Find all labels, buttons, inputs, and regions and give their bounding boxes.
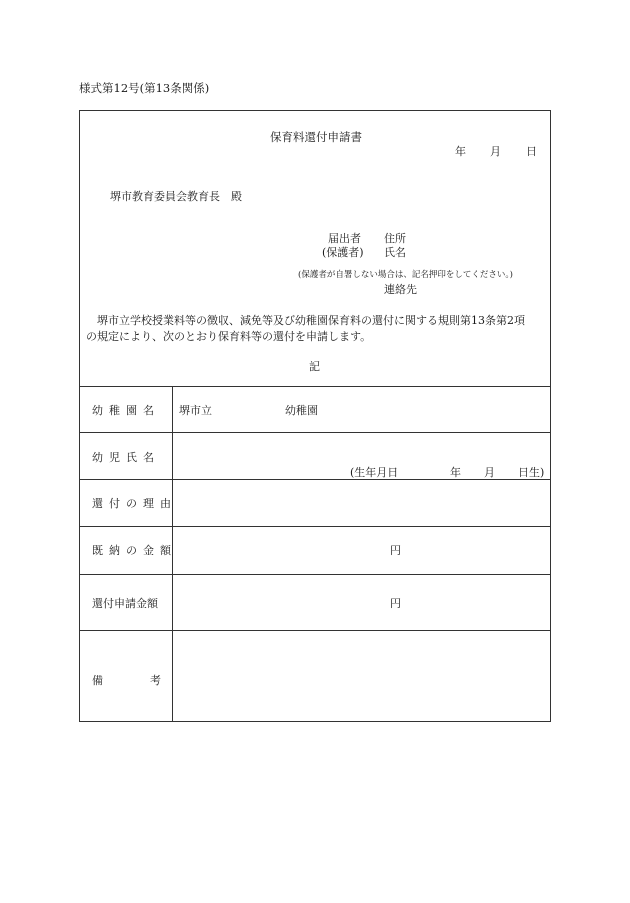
row-divider xyxy=(80,432,550,433)
contact-label: 連絡先 xyxy=(384,283,417,296)
refund-amount-label: 還付申請金額 xyxy=(92,597,158,610)
form-number: 様式第12号(第13条関係) xyxy=(79,81,210,95)
form-title: 保育料還付申請書 xyxy=(270,130,362,144)
paid-amount-unit: 円 xyxy=(390,544,401,557)
table-top-border xyxy=(80,386,550,387)
kindergarten-label: 幼稚園名 xyxy=(92,404,160,417)
addressee: 堺市教育委員会教育長 殿 xyxy=(110,190,242,203)
child-name-label: 幼児氏名 xyxy=(92,451,160,464)
remarks-label-1: 備 xyxy=(92,674,103,687)
birth-day: 日生) xyxy=(518,466,545,479)
row-divider xyxy=(80,526,550,527)
guardian-label: (保護者) xyxy=(322,246,364,259)
row-divider xyxy=(80,630,550,631)
refund-reason-label: 還付の理由 xyxy=(92,497,177,510)
ki-label: 記 xyxy=(309,360,320,373)
remarks-label-2: 考 xyxy=(150,674,161,687)
address-label: 住所 xyxy=(384,232,406,245)
date-year: 年 xyxy=(455,145,466,158)
row-divider xyxy=(80,479,550,480)
body-text-line1: 堺市立学校授業料等の徴収、減免等及び幼稚園保育料の還付に関する規則第13条第2項 xyxy=(86,314,525,327)
application-form xyxy=(79,110,551,722)
date-month: 月 xyxy=(490,145,501,158)
seal-note: (保護者が自署しない場合は、記名押印をしてください。) xyxy=(298,270,513,280)
kindergarten-suffix: 幼稚園 xyxy=(285,404,318,417)
name-label: 氏名 xyxy=(384,246,406,259)
row-divider xyxy=(80,574,550,575)
date-day: 日 xyxy=(526,145,537,158)
paid-amount-label: 既納の金額 xyxy=(92,544,177,557)
birthdate-open: (生年月日 xyxy=(350,466,399,479)
body-text-line2: の規定により、次のとおり保育料等の還付を申請します。 xyxy=(86,330,372,343)
refund-amount-unit: 円 xyxy=(390,597,401,610)
birth-month: 月 xyxy=(484,466,495,479)
kindergarten-prefix[interactable]: 堺市立 xyxy=(179,404,212,417)
applicant-role: 届出者 xyxy=(328,232,361,245)
birth-year: 年 xyxy=(450,466,461,479)
